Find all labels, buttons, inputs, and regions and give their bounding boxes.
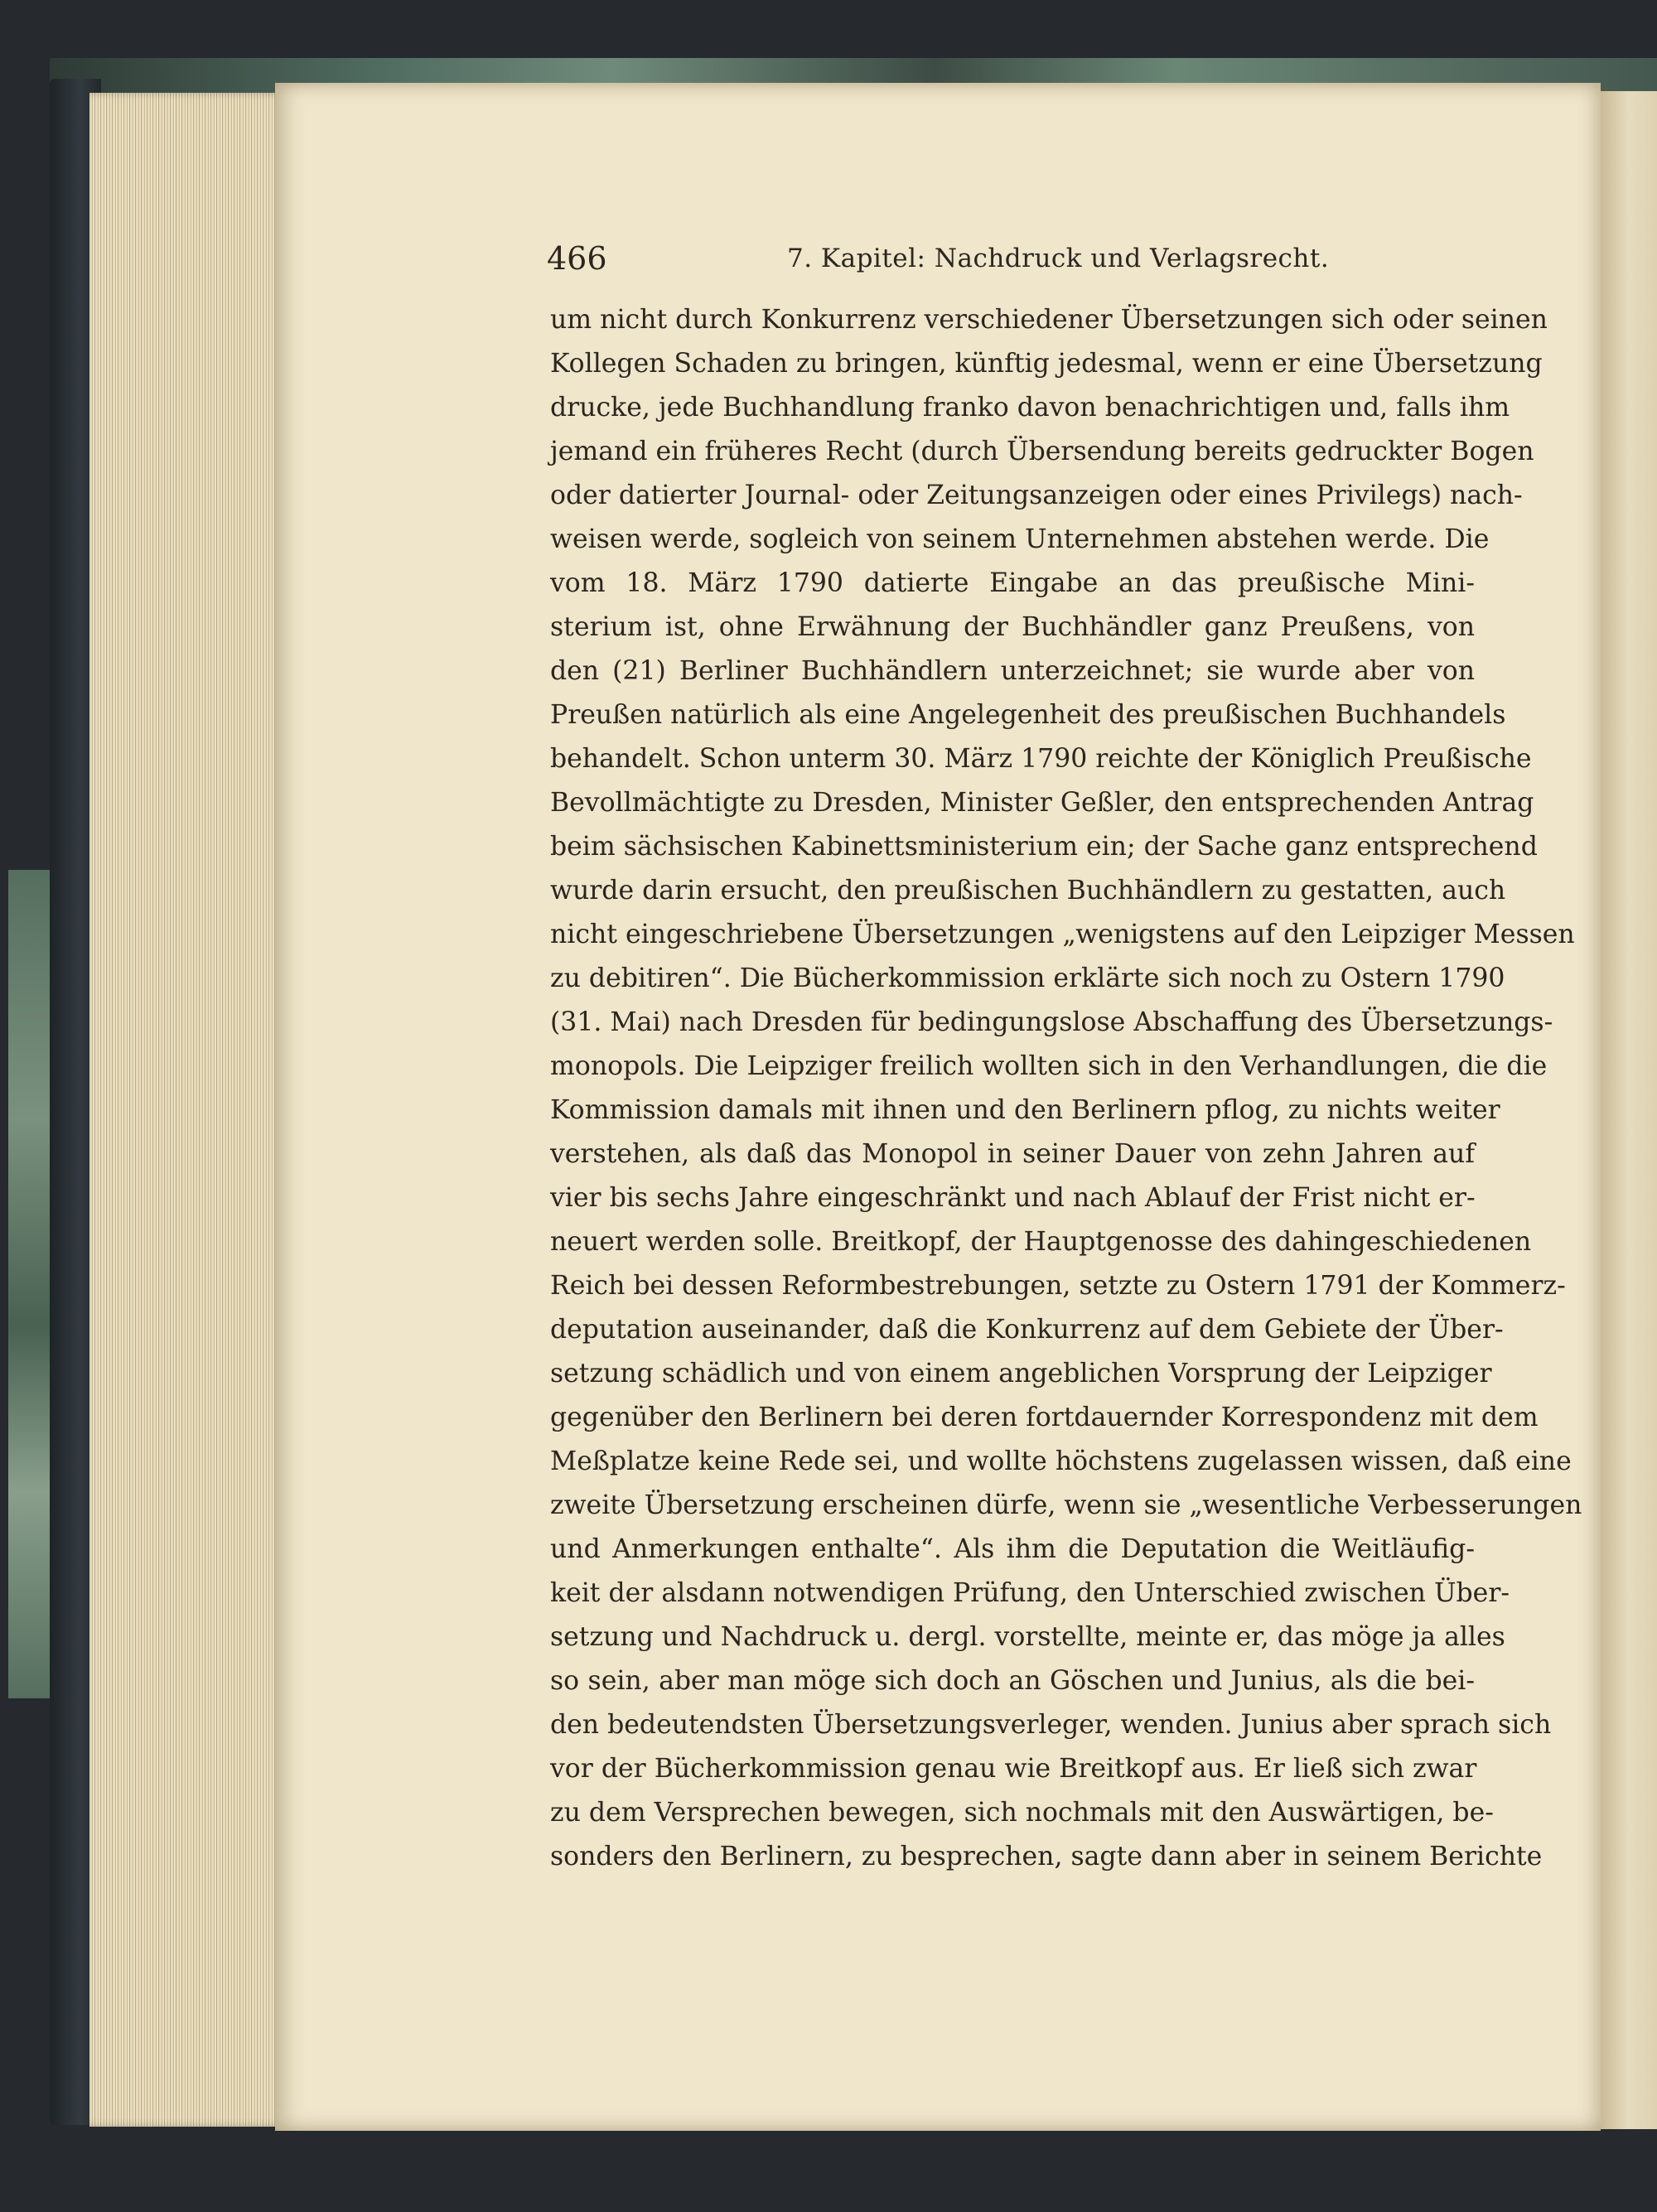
text-line: (31. Mai) nach Dresden für bedingungslose Abschaffung des Übersetzungs- [550, 1007, 1553, 1037]
running-head: 7. Kapitel: Nachdruck und Verlagsrecht. [787, 244, 1330, 273]
page-edges-stack [89, 93, 288, 2127]
text-line: Kommission damals mit ihnen und den Berlinern pflog, zu nichts weiter [550, 1095, 1500, 1125]
text-line: Reich bei dessen Reformbestrebungen, setzte zu Ostern 1791 der Kommerz- [550, 1271, 1566, 1301]
text-line: gegenüber den Berlinern bei deren fortdauernder Korrespondenz mit dem [550, 1403, 1539, 1432]
facing-page-edge [1601, 91, 1657, 2129]
text-line: verstehen, als daß das Monopol in seiner Dauer von zehn Jahren auf [550, 1139, 1475, 1169]
body-text [550, 298, 1582, 1879]
text-line: nicht eingeschriebene Übersetzungen „wenigstens auf den Leipziger Messen [550, 920, 1575, 949]
text-line: setzung und Nachdruck u. dergl. vorstellte, meinte er, das möge ja alles [550, 1622, 1505, 1652]
text-line: den (21) Berliner Buchhändlern unterzeichnet; sie wurde aber von [550, 656, 1475, 686]
text-line: zu dem Versprechen bewegen, sich nochmals mit den Auswärtigen, be- [550, 1798, 1494, 1828]
text-line: den bedeutendsten Übersetzungsverleger, wenden. Junius aber sprach sich [550, 1710, 1552, 1740]
text-line: keit der alsdann notwendigen Prüfung, den Unterschied zwischen Über- [550, 1578, 1510, 1608]
text-line: beim sächsischen Kabinettsministerium ein; der Sache ganz entsprechend [550, 832, 1538, 862]
text-line: wurde darin ersucht, den preußischen Buchhändlern zu gestatten, auch [550, 876, 1506, 906]
text-line: oder datierter Journal- oder Zeitungsanzeigen oder eines Privilegs) nach- [550, 481, 1523, 510]
text-line: zweite Übersetzung erscheinen dürfe, wenn sie „wesentliche Verbesserungen [550, 1490, 1582, 1520]
marbled-endpaper-edge [8, 870, 50, 1698]
text-line: Kollegen Schaden zu bringen, künftig jedesmal, wenn er eine Übersetzung [550, 349, 1543, 379]
text-line: jemand ein früheres Recht (durch Übersendung bereits gedruckter Bogen [550, 437, 1534, 466]
page-number: 466 [547, 240, 607, 277]
text-line: Bevollmächtigte zu Dresden, Minister Geßler, den entsprechenden Antrag [550, 788, 1534, 818]
text-line: setzung schädlich und von einem angeblichen Vorsprung der Leipziger [550, 1359, 1492, 1389]
text-line: behandelt. Schon unterm 30. März 1790 reichte der Königlich Preußische [550, 744, 1532, 774]
text-line: deputation auseinander, daß die Konkurrenz auf dem Gebiete der Über- [550, 1315, 1504, 1345]
text-line: vom 18. März 1790 datierte Eingabe an das preußische Mini- [550, 568, 1475, 598]
text-line: so sein, aber man möge sich doch an Göschen und Junius, als die bei- [550, 1666, 1475, 1696]
text-line: neuert werden solle. Breitkopf, der Hauptgenosse des dahingeschiedenen [550, 1227, 1532, 1257]
text-line: sterium ist, ohne Erwähnung der Buchhändler ganz Preußens, von [550, 612, 1475, 642]
text-line: vor der Bücherkommission genau wie Breitkopf aus. Er ließ sich zwar [550, 1754, 1477, 1784]
text-line: und Anmerkungen enthalte“. Als ihm die Deputation die Weitläufig- [550, 1534, 1475, 1564]
page-header [547, 240, 1475, 290]
text-line: weisen werde, sogleich von seinem Unternehmen abstehen werde. Die [550, 524, 1490, 554]
text-line: um nicht durch Konkurrenz verschiedener Übersetzungen sich oder seinen [550, 305, 1548, 335]
text-line: Meßplatze keine Rede sei, und wollte höchstens zugelassen wissen, daß eine [550, 1446, 1572, 1476]
text-line: zu debitiren“. Die Bücherkommission erklärte sich noch zu Ostern 1790 [550, 964, 1505, 993]
text-line: sonders den Berlinern, zu besprechen, sagte dann aber in seinem Berichte [550, 1842, 1543, 1872]
text-line: Preußen natürlich als eine Angelegenheit des preußischen Buchhandels [550, 700, 1506, 730]
text-line: drucke, jede Buchhandlung franko davon benachrichtigen und, falls ihm [550, 393, 1510, 423]
text-line: monopols. Die Leipziger freilich wollten sich in den Verhandlungen, die die [550, 1051, 1548, 1081]
text-line: vier bis sechs Jahre eingeschränkt und nach Ablauf der Frist nicht er- [550, 1183, 1476, 1213]
